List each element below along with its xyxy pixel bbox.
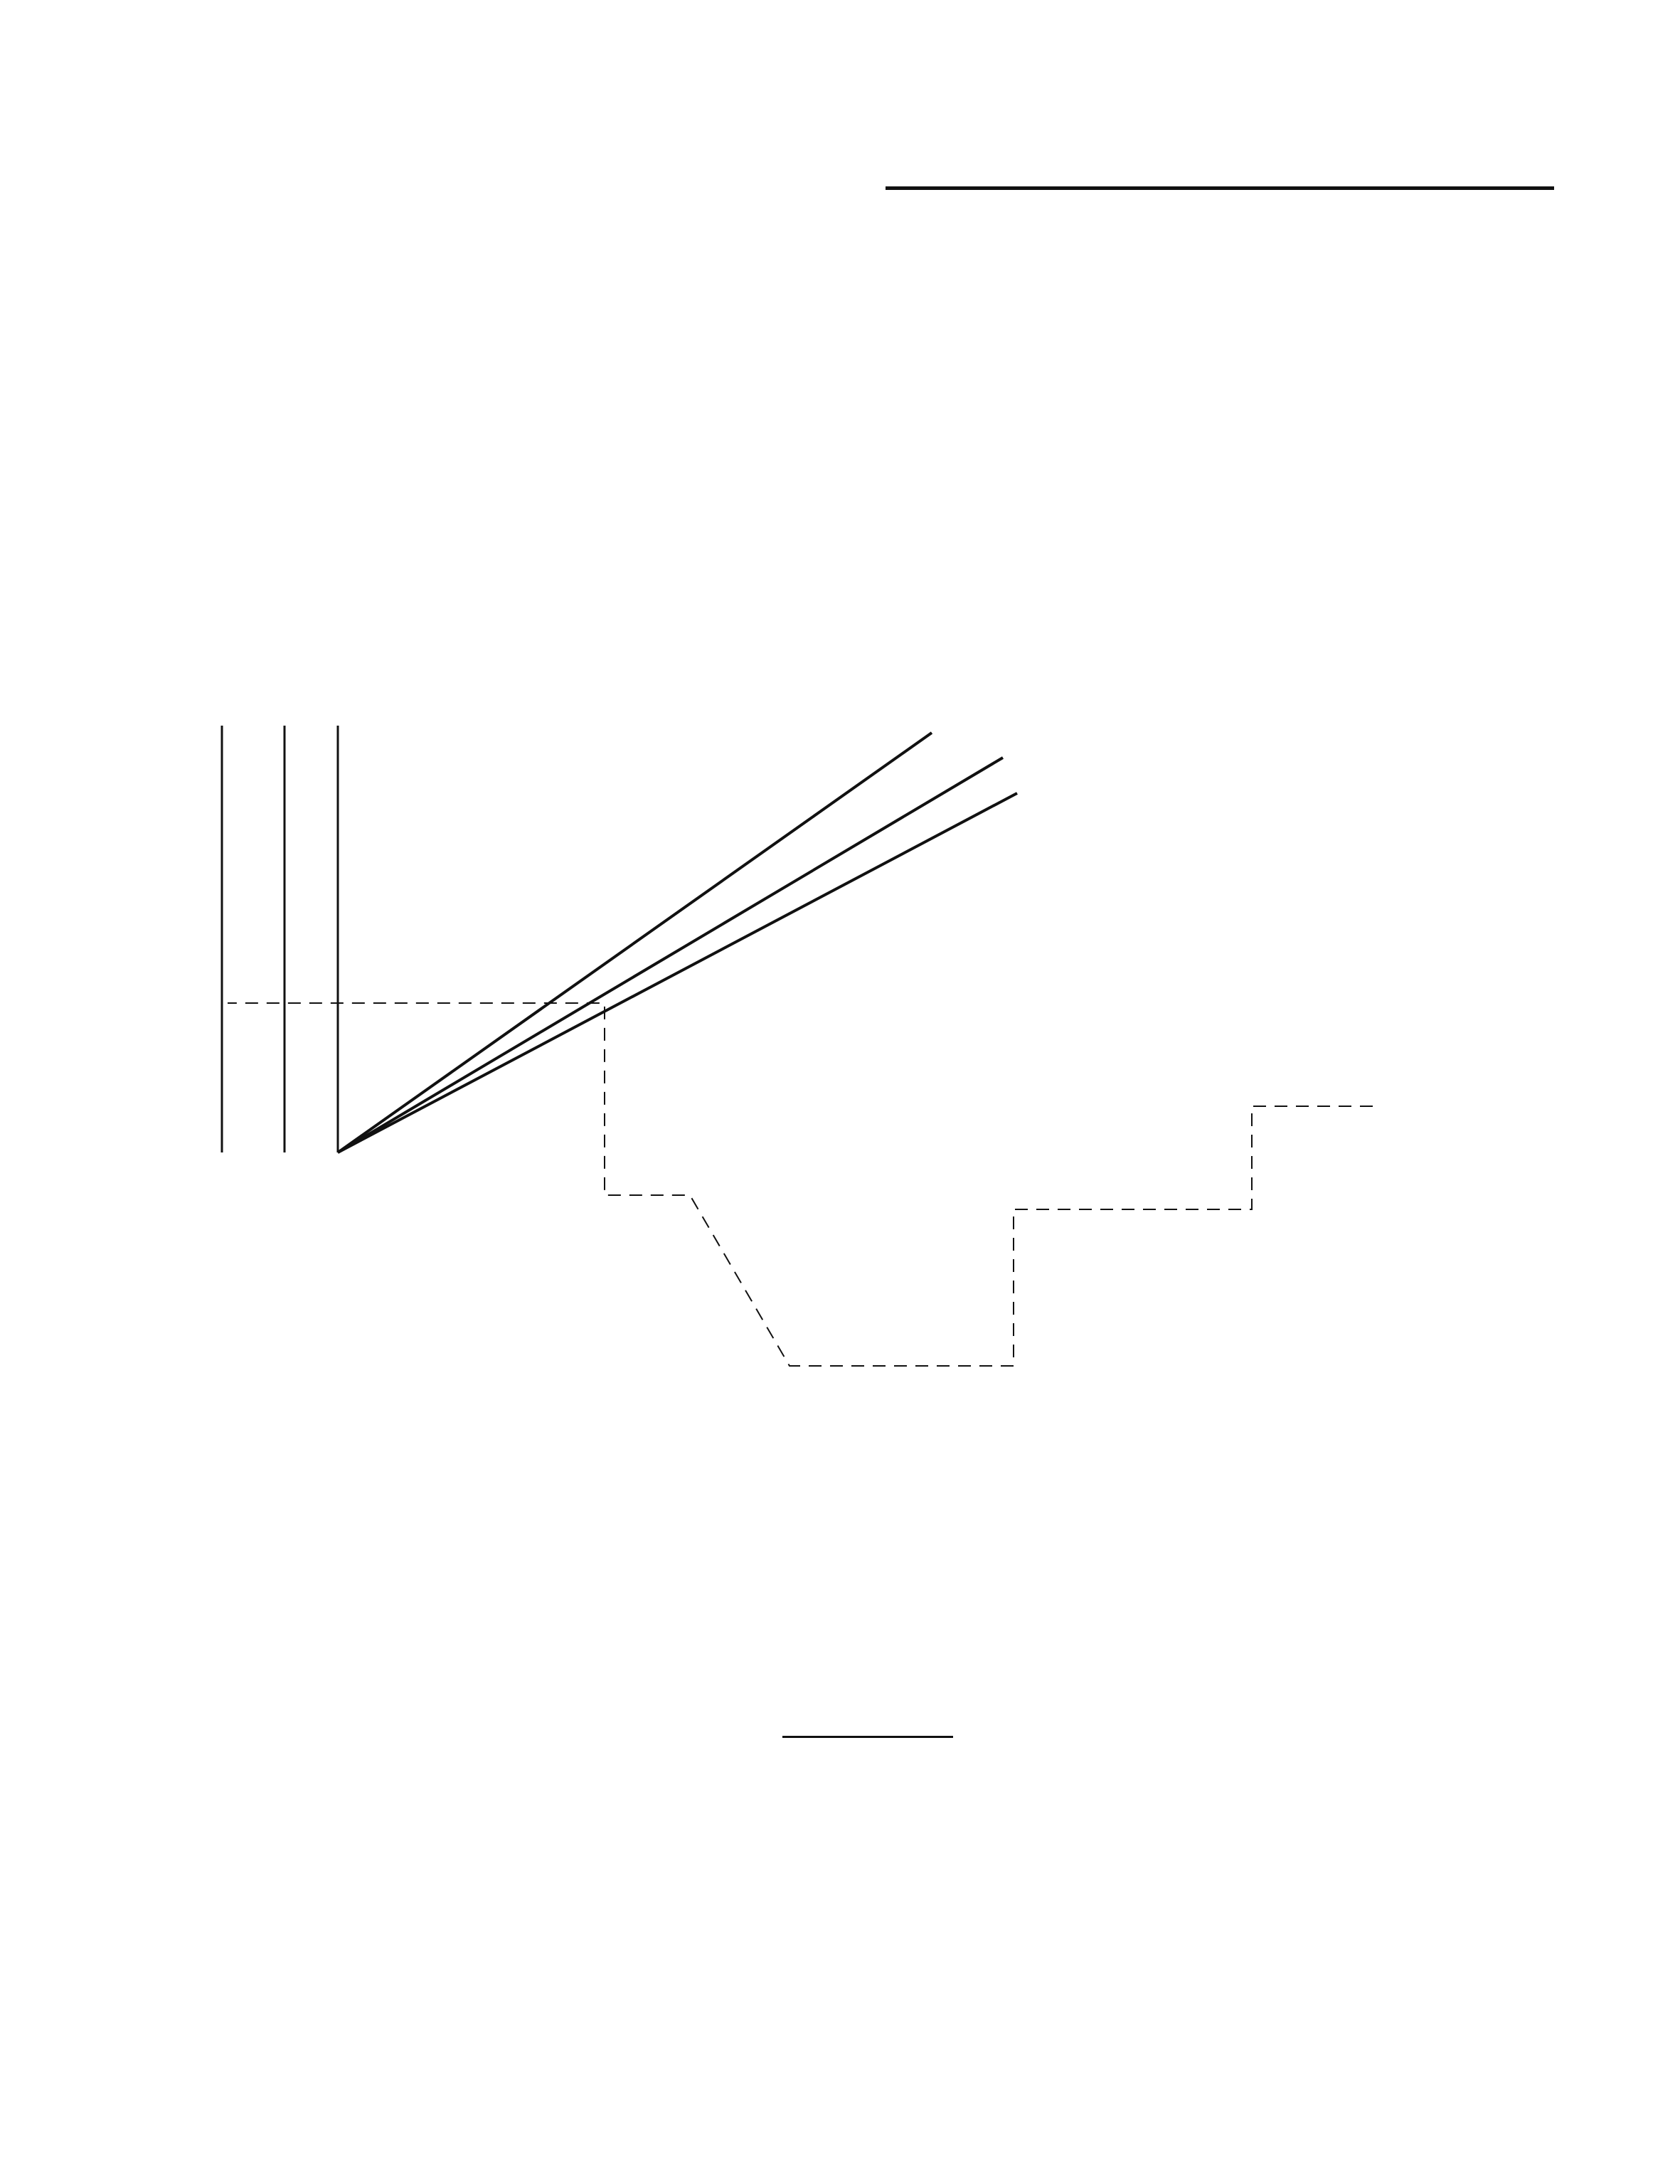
example-path <box>228 1003 1373 1366</box>
fill-line-85 <box>338 733 932 1152</box>
fill-line-35 <box>338 793 1017 1152</box>
fill-line-50 <box>338 758 1003 1152</box>
fraction-bar <box>782 1736 953 1738</box>
header-rule <box>886 186 1554 190</box>
nomogram-figure <box>164 654 1515 1551</box>
